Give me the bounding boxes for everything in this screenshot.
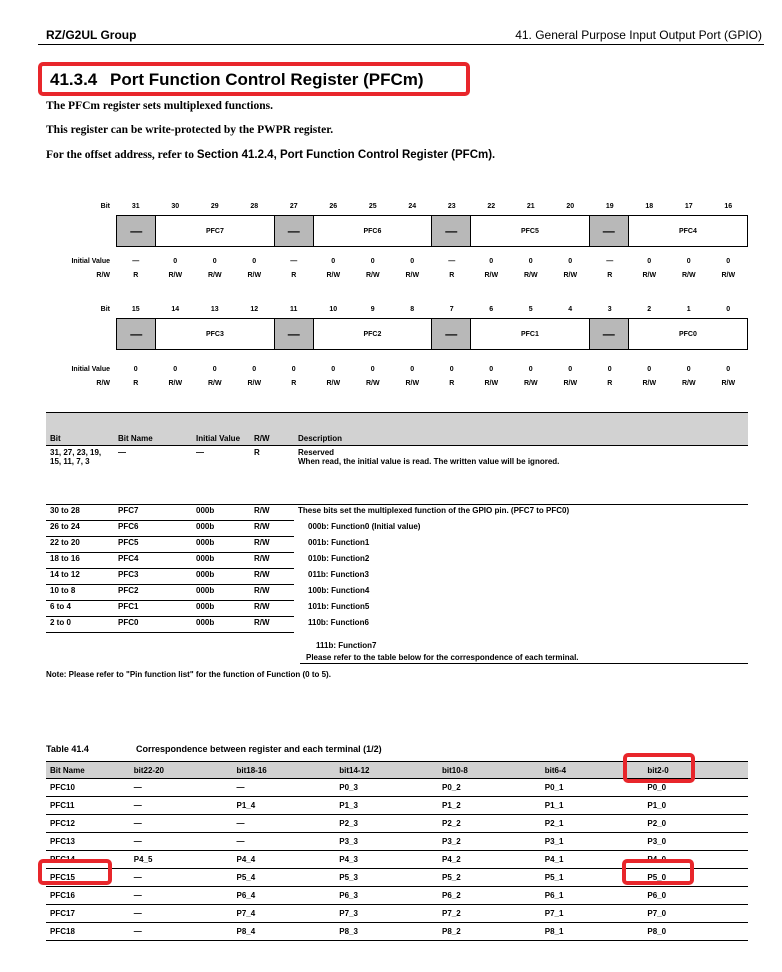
table-cell: PFC17 bbox=[46, 905, 130, 923]
table-cell: PFC12 bbox=[46, 815, 130, 833]
table-cell: P5_0 bbox=[643, 869, 748, 887]
table-cell: P6_0 bbox=[643, 887, 748, 905]
bit-number: 18 bbox=[645, 203, 654, 210]
table-row bbox=[46, 617, 748, 633]
register-field: PFC4 bbox=[678, 227, 697, 235]
section-number: 41.3.4 bbox=[50, 70, 98, 89]
bit-number: 24 bbox=[408, 203, 417, 210]
bit-number: 31 bbox=[131, 203, 140, 210]
cell-bit: 2 to 0 bbox=[46, 617, 114, 633]
column-header: bit14-12 bbox=[335, 762, 438, 779]
initial-value: 0 bbox=[212, 258, 217, 265]
rw-value: R/W bbox=[681, 272, 696, 279]
rw-value: R/W bbox=[207, 380, 222, 387]
cell-desc: 001b: Function1 bbox=[308, 537, 370, 547]
initial-value: 0 bbox=[252, 366, 257, 373]
note: Note: Please refer to "Pin function list" for the function of Function (0 to 5). bbox=[46, 670, 331, 679]
cell-name: PFC4 bbox=[114, 553, 192, 569]
bit-number: 14 bbox=[171, 306, 180, 313]
column-header: bit10-8 bbox=[438, 762, 541, 779]
table-cell: — bbox=[130, 815, 233, 833]
initial-value: 0 bbox=[133, 366, 138, 373]
reserved-rw: R bbox=[250, 446, 294, 505]
header-divider bbox=[38, 44, 764, 45]
cell-initial: 000b bbox=[192, 585, 250, 601]
initial-value: 0 bbox=[370, 258, 375, 265]
cell-initial: 000b bbox=[192, 569, 250, 585]
reserved-field: — bbox=[590, 319, 629, 349]
initial-value: 0 bbox=[252, 258, 257, 265]
rw-value: R/W bbox=[484, 380, 499, 387]
table-cell: PFC11 bbox=[46, 797, 130, 815]
table-cell: P6_2 bbox=[438, 887, 541, 905]
initial-value: 0 bbox=[212, 366, 217, 373]
bit-description-table bbox=[46, 412, 748, 633]
table-row bbox=[46, 923, 748, 941]
caption-number: Table 41.4 bbox=[46, 744, 89, 754]
table-cell: P6_1 bbox=[541, 887, 644, 905]
cell-rw: R/W bbox=[250, 617, 294, 633]
rw-value: R bbox=[291, 272, 297, 279]
initial-value: — bbox=[448, 258, 456, 265]
table-cell: P3_2 bbox=[438, 833, 541, 851]
table-cell: P7_0 bbox=[643, 905, 748, 923]
cell-desc: 000b: Function0 (Initial value) bbox=[308, 521, 421, 531]
reserved-field: — bbox=[117, 319, 156, 349]
cell-bit: 22 to 20 bbox=[46, 537, 114, 553]
rw-value: R bbox=[449, 380, 455, 387]
table-cell: PFC18 bbox=[46, 923, 130, 941]
cell-desc: 110b: Function6 bbox=[308, 617, 369, 627]
initial-value: 0 bbox=[173, 258, 178, 265]
bit-number: 9 bbox=[370, 306, 375, 313]
highlight-pfc15 bbox=[38, 859, 112, 885]
highlight-bit2-0 bbox=[623, 753, 695, 783]
cell-bit: 18 to 16 bbox=[46, 553, 114, 569]
bit-number: 21 bbox=[526, 203, 535, 210]
cell-bit: 14 to 12 bbox=[46, 569, 114, 585]
section-name: Port Function Control Register (PFCm) bbox=[110, 70, 424, 89]
table-cell: — bbox=[130, 833, 233, 851]
cell-desc: 100b: Function4 bbox=[308, 585, 370, 595]
cell-desc: These bits set the multiplexed function of the GPIO pin. (PFC7 to PFC0) bbox=[298, 506, 570, 515]
table-cell: P3_1 bbox=[541, 833, 644, 851]
table-cell: P4_2 bbox=[438, 851, 541, 869]
bit-number: 2 bbox=[647, 306, 652, 313]
initial-value: 0 bbox=[568, 366, 573, 373]
column-header: bit18-16 bbox=[233, 762, 336, 779]
cell-bit: 30 to 28 bbox=[46, 505, 114, 521]
cell-rw: R/W bbox=[250, 601, 294, 617]
bit-number: 3 bbox=[607, 306, 612, 313]
cell-name: PFC1 bbox=[114, 601, 192, 617]
correspondence-table bbox=[46, 761, 748, 941]
table-cell: P7_1 bbox=[541, 905, 644, 923]
reserved-field: — bbox=[275, 319, 314, 349]
reserved-bits: 31, 27, 23, 19, 15, 11, 7, 3 bbox=[46, 446, 114, 505]
table-row bbox=[46, 887, 748, 905]
table-row bbox=[46, 505, 748, 521]
bit-number: 29 bbox=[210, 203, 219, 210]
rw-value: R/W bbox=[563, 380, 578, 387]
table-cell: — bbox=[233, 779, 336, 797]
bit-number: 13 bbox=[210, 306, 219, 313]
col-description: Description bbox=[294, 413, 748, 446]
bit-number: 12 bbox=[250, 306, 259, 313]
rw-value: R/W bbox=[326, 380, 341, 387]
bit-number: 16 bbox=[724, 203, 733, 210]
rw-value: R/W bbox=[642, 380, 657, 387]
bit-number: 11 bbox=[290, 306, 298, 313]
table-cell: P8_1 bbox=[541, 923, 644, 941]
table-cell: PFC14 bbox=[46, 851, 130, 869]
table-cell: P0_1 bbox=[541, 779, 644, 797]
register-field: PFC2 bbox=[314, 319, 432, 349]
table-row bbox=[46, 905, 748, 923]
table-row bbox=[46, 553, 748, 569]
rw-value: R/W bbox=[523, 380, 538, 387]
cell-desc: 101b: Function5 bbox=[308, 601, 370, 611]
table-cell: P0_0 bbox=[643, 779, 748, 797]
table-cell: P5_3 bbox=[335, 869, 438, 887]
table-cell: — bbox=[130, 887, 233, 905]
header-right: 41. General Purpose Input Output Port (GPIO) bbox=[515, 28, 762, 42]
rw-value: R bbox=[291, 380, 297, 387]
rw-value: R/W bbox=[563, 272, 578, 279]
table-row bbox=[46, 833, 748, 851]
rw-value: R/W bbox=[642, 272, 657, 279]
table-cell: PFC10 bbox=[46, 779, 130, 797]
table-cell: P5_2 bbox=[438, 869, 541, 887]
table-cell: — bbox=[130, 779, 233, 797]
cell-name: PFC6 bbox=[114, 521, 192, 537]
table-cell: P6_3 bbox=[335, 887, 438, 905]
cell-bit: 6 to 4 bbox=[46, 601, 114, 617]
table-cell: P7_3 bbox=[335, 905, 438, 923]
paragraph-2: This register can be write-protected by the PWPR register. bbox=[46, 124, 334, 136]
table-cell: PFC13 bbox=[46, 833, 130, 851]
cell-name: PFC7 bbox=[114, 505, 192, 521]
table-cell: P0_2 bbox=[438, 779, 541, 797]
table-cell: P4_3 bbox=[335, 851, 438, 869]
cell-bit: 26 to 24 bbox=[46, 521, 114, 537]
table-cell: P4_0 bbox=[643, 851, 748, 869]
bit-number: 8 bbox=[410, 306, 415, 313]
desc-function7: 111b: Function7 bbox=[316, 641, 377, 650]
table-row bbox=[46, 569, 748, 585]
table-cell: P3_0 bbox=[643, 833, 748, 851]
initial-value: 0 bbox=[528, 258, 533, 265]
rw-value: R/W bbox=[168, 272, 183, 279]
cell-initial: 000b bbox=[192, 553, 250, 569]
initial-value: 0 bbox=[489, 366, 494, 373]
table-cell: P2_1 bbox=[541, 815, 644, 833]
reserved-desc-2: When read, the initial value is read. The written value will be ignored. bbox=[298, 457, 560, 466]
rw-value: R bbox=[607, 380, 613, 387]
table-cell: P7_2 bbox=[438, 905, 541, 923]
cell-desc: 011b: Function3 bbox=[308, 569, 369, 579]
rw-value: R/W bbox=[681, 380, 696, 387]
table-cell: P1_0 bbox=[643, 797, 748, 815]
table-cell: P1_2 bbox=[438, 797, 541, 815]
register-field: PFC7 bbox=[156, 216, 274, 246]
bit-number: 22 bbox=[487, 203, 496, 210]
bit-number: 23 bbox=[447, 203, 456, 210]
table-cell: — bbox=[233, 815, 336, 833]
initial-value: 0 bbox=[410, 258, 415, 265]
bit-number: 10 bbox=[329, 306, 338, 313]
table-cell: PFC15 bbox=[46, 869, 130, 887]
initial-value: 0 bbox=[528, 366, 533, 373]
cell-name: PFC2 bbox=[114, 585, 192, 601]
cell-initial: 000b bbox=[192, 505, 250, 521]
reserved-field: — bbox=[590, 216, 629, 246]
rw-value: R/W bbox=[247, 272, 262, 279]
table-cell: P1_1 bbox=[541, 797, 644, 815]
rw-value: R/W bbox=[721, 380, 736, 387]
cell-rw: R/W bbox=[250, 585, 294, 601]
reserved-name: — bbox=[114, 446, 192, 505]
initial-label-lower: Initial Value bbox=[71, 366, 110, 373]
initial-value: 0 bbox=[410, 366, 415, 373]
desc-bottom-line bbox=[300, 663, 748, 664]
table-cell: — bbox=[130, 923, 233, 941]
cell-name: PFC0 bbox=[114, 617, 192, 633]
table-cell: P7_4 bbox=[233, 905, 336, 923]
table-row bbox=[46, 446, 748, 505]
paragraph-3-text: For the offset address, refer to bbox=[46, 149, 197, 161]
cell-rw: R/W bbox=[250, 553, 294, 569]
register-field: PFC3 bbox=[156, 319, 274, 349]
reserved-field: — bbox=[432, 319, 471, 349]
bit-number: 30 bbox=[171, 203, 180, 210]
col-rw: R/W bbox=[250, 413, 294, 446]
reserved-desc-1: Reserved bbox=[298, 448, 335, 457]
bit-number: 7 bbox=[449, 306, 454, 313]
bit-number: 20 bbox=[566, 203, 575, 210]
table-row bbox=[46, 797, 748, 815]
table-row bbox=[46, 815, 748, 833]
table-cell: — bbox=[130, 869, 233, 887]
cell-initial: 000b bbox=[192, 521, 250, 537]
initial-value: 0 bbox=[726, 366, 731, 373]
rw-value: R bbox=[607, 272, 613, 279]
column-header: bit2-0 bbox=[643, 762, 748, 779]
table-cell: P3_3 bbox=[335, 833, 438, 851]
register-field: PFC5 bbox=[471, 216, 589, 246]
reserved-desc bbox=[294, 446, 748, 505]
rw-value: R bbox=[449, 272, 455, 279]
table-row bbox=[46, 537, 748, 553]
table-cell: P5_1 bbox=[541, 869, 644, 887]
initial-value: 0 bbox=[686, 258, 691, 265]
col-bit-name: Bit Name bbox=[114, 413, 192, 446]
register-field: PFC6 bbox=[314, 216, 432, 246]
initial-value: 0 bbox=[370, 366, 375, 373]
initial-value: 0 bbox=[489, 258, 494, 265]
initial-value: — bbox=[132, 258, 140, 265]
paragraph-3 bbox=[46, 149, 495, 161]
table-cell: P1_4 bbox=[233, 797, 336, 815]
bit-number: 17 bbox=[684, 203, 693, 210]
table-cell: P2_0 bbox=[643, 815, 748, 833]
table-cell: P6_4 bbox=[233, 887, 336, 905]
rw-value: R/W bbox=[207, 272, 222, 279]
bit-number: 28 bbox=[250, 203, 259, 210]
column-header: bit22-20 bbox=[130, 762, 233, 779]
initial-value: 0 bbox=[647, 366, 652, 373]
header-left: RZ/G2UL Group bbox=[46, 28, 137, 42]
desc-refer: Please refer to the table below for the correspondence of each terminal. bbox=[306, 653, 579, 662]
table-cell: P8_4 bbox=[233, 923, 336, 941]
initial-value: 0 bbox=[568, 258, 573, 265]
rw-label-upper: R/W bbox=[96, 272, 110, 279]
register-field: PFC1 bbox=[471, 319, 589, 349]
initial-value: 0 bbox=[173, 366, 178, 373]
paragraph-3-tail: . bbox=[492, 149, 495, 161]
cell-initial: 000b bbox=[192, 617, 250, 633]
table-cell: PFC16 bbox=[46, 887, 130, 905]
paragraph-1: The PFCm register sets multiplexed functions. bbox=[46, 100, 274, 112]
cell-rw: R/W bbox=[250, 537, 294, 553]
cell-bit: 10 to 8 bbox=[46, 585, 114, 601]
table-cell: — bbox=[130, 797, 233, 815]
bit-number: 0 bbox=[726, 306, 731, 313]
table-cell: — bbox=[233, 833, 336, 851]
bit-number: 27 bbox=[289, 203, 298, 210]
initial-value: 0 bbox=[607, 366, 612, 373]
table-cell: P2_2 bbox=[438, 815, 541, 833]
caption-text: Correspondence between register and each terminal (1/2) bbox=[136, 744, 382, 754]
section-ref-link[interactable]: Section 41.2.4, Port Function Control Register (PFCm) bbox=[196, 149, 493, 161]
bit-number: 4 bbox=[568, 306, 573, 313]
bit-number: 26 bbox=[329, 203, 338, 210]
bit-label-lower: Bit bbox=[100, 306, 110, 313]
bit-number: 1 bbox=[686, 306, 691, 313]
cell-initial: 000b bbox=[192, 537, 250, 553]
bit-number: 5 bbox=[528, 306, 533, 313]
initial-value: 0 bbox=[331, 366, 336, 373]
bit-number: 6 bbox=[489, 306, 494, 313]
col-bit: Bit bbox=[46, 413, 114, 446]
rw-value: R/W bbox=[326, 272, 341, 279]
initial-value: 0 bbox=[449, 366, 454, 373]
reserved-initial: — bbox=[192, 446, 250, 505]
table-row bbox=[46, 521, 748, 537]
register-fields-upper bbox=[116, 215, 748, 247]
cell-name: PFC3 bbox=[114, 569, 192, 585]
register-fields-lower bbox=[116, 318, 748, 350]
table-cell: P4_5 bbox=[130, 851, 233, 869]
rw-value: R/W bbox=[168, 380, 183, 387]
initial-value: — bbox=[606, 258, 614, 265]
rw-label-lower: R/W bbox=[96, 380, 110, 387]
bit-number: 25 bbox=[368, 203, 377, 210]
column-header: bit6-4 bbox=[541, 762, 644, 779]
description-extra bbox=[306, 640, 579, 664]
table-cell: P8_3 bbox=[335, 923, 438, 941]
reserved-field: — bbox=[117, 216, 156, 246]
table-cell: P8_0 bbox=[643, 923, 748, 941]
rw-value: R/W bbox=[365, 380, 380, 387]
initial-value: — bbox=[290, 258, 298, 265]
column-header: Bit Name bbox=[46, 762, 130, 779]
initial-value: 0 bbox=[647, 258, 652, 265]
table-cell: P5_4 bbox=[233, 869, 336, 887]
table-cell: P8_2 bbox=[438, 923, 541, 941]
cell-rw: R/W bbox=[250, 569, 294, 585]
table-cell: P2_3 bbox=[335, 815, 438, 833]
cell-rw: R/W bbox=[250, 521, 294, 537]
initial-value: 0 bbox=[726, 258, 731, 265]
rw-value: R/W bbox=[523, 272, 538, 279]
cell-desc: 010b: Function2 bbox=[308, 553, 370, 563]
table-cell: P4_4 bbox=[233, 851, 336, 869]
initial-value: 0 bbox=[331, 258, 336, 265]
table-row bbox=[46, 585, 748, 601]
table-cell: P4_1 bbox=[541, 851, 644, 869]
table-cell: — bbox=[130, 905, 233, 923]
rw-value: R bbox=[133, 272, 139, 279]
col-initial: Initial Value bbox=[192, 413, 250, 446]
bit-number: 19 bbox=[605, 203, 614, 210]
bit-number: 15 bbox=[131, 306, 140, 313]
cell-rw: R/W bbox=[250, 505, 294, 521]
initial-value: 0 bbox=[291, 366, 296, 373]
rw-value: R/W bbox=[405, 380, 420, 387]
table-row bbox=[46, 601, 748, 617]
table-cell: P0_3 bbox=[335, 779, 438, 797]
bit-label-upper: Bit bbox=[100, 203, 110, 210]
highlight-p5-0 bbox=[622, 859, 694, 885]
initial-value: 0 bbox=[686, 366, 691, 373]
highlight-section-title bbox=[38, 62, 470, 96]
rw-value: R/W bbox=[484, 272, 499, 279]
cell-initial: 000b bbox=[192, 601, 250, 617]
rw-value: R/W bbox=[365, 272, 380, 279]
rw-value: R/W bbox=[721, 272, 736, 279]
initial-label-upper: Initial Value bbox=[71, 258, 110, 265]
reserved-field: — bbox=[432, 216, 471, 246]
rw-value: R bbox=[133, 380, 139, 387]
rw-value: R/W bbox=[405, 272, 420, 279]
cell-name: PFC5 bbox=[114, 537, 192, 553]
reserved-field: — bbox=[275, 216, 314, 246]
table-cell: P1_3 bbox=[335, 797, 438, 815]
register-field: PFC0 bbox=[678, 330, 697, 338]
rw-value: R/W bbox=[247, 380, 262, 387]
table-caption bbox=[46, 744, 382, 754]
